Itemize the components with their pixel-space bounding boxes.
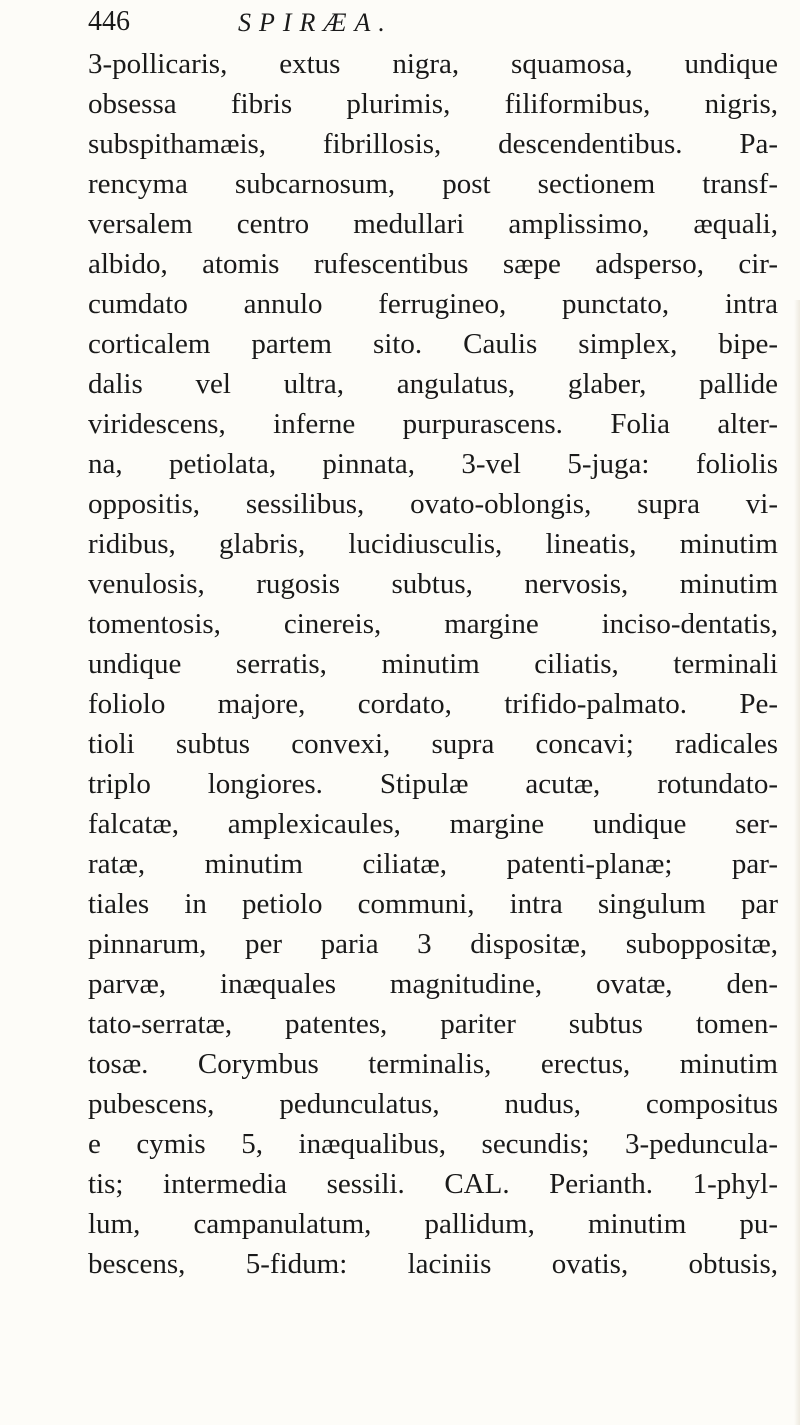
text-line: albido, atomis rufescentibus sæpe adsperso, cir- <box>88 248 778 280</box>
text-line: cumdato annulo ferrugineo, punctato, intra <box>88 288 778 320</box>
text-line: viridescens, inferne purpurascens. Folia alter- <box>88 408 778 440</box>
text-line: rencyma subcarnosum, post sectionem transf- <box>88 168 778 200</box>
text-line: 3-pollicaris, extus nigra, squamosa, undique <box>88 48 778 80</box>
text-line: pinnarum, per paria 3 dispositæ, suboppositæ, <box>88 928 778 960</box>
text-line: falcatæ, amplexicaules, margine undique ser- <box>88 808 778 840</box>
text-line: triplo longiores. Stipulæ acutæ, rotundato- <box>88 768 778 800</box>
text-body <box>88 44 778 1284</box>
text-line: pubescens, pedunculatus, nudus, compositus <box>88 1088 778 1120</box>
text-line: lum, campanulatum, pallidum, minutim pu- <box>88 1208 778 1240</box>
text-line: tato-serratæ, patentes, pariter subtus tomen- <box>88 1008 778 1040</box>
text-line: tis; intermedia sessili. CAL. Perianth. 1-phyl- <box>88 1168 778 1200</box>
text-line: foliolo majore, cordato, trifido-palmato. Pe- <box>88 688 778 720</box>
text-line: bescens, 5-fidum: laciniis ovatis, obtusis, <box>88 1248 778 1280</box>
text-line: tioli subtus convexi, supra concavi; radicales <box>88 728 778 760</box>
text-line: undique serratis, minutim ciliatis, terminali <box>88 648 778 680</box>
text-line: oppositis, sessilibus, ovato-oblongis, supra vi- <box>88 488 778 520</box>
text-line: ridibus, glabris, lucidiusculis, lineatis, minutim <box>88 528 778 560</box>
text-line: versalem centro medullari amplissimo, æquali, <box>88 208 778 240</box>
text-line: tosæ. Corymbus terminalis, erectus, minutim <box>88 1048 778 1080</box>
text-line: ratæ, minutim ciliatæ, patenti-planæ; par- <box>88 848 778 880</box>
text-line: e cymis 5, inæqualibus, secundis; 3-peduncula- <box>88 1128 778 1160</box>
text-line: tiales in petiolo communi, intra singulum par <box>88 888 778 920</box>
page-header <box>88 4 768 44</box>
text-line: parvæ, inæquales magnitudine, ovatæ, den- <box>88 968 778 1000</box>
page-edge-shadow <box>794 300 800 1425</box>
running-title: SPIRÆA. <box>238 8 393 37</box>
text-line: venulosis, rugosis subtus, nervosis, minutim <box>88 568 778 600</box>
text-line: na, petiolata, pinnata, 3-vel 5-juga: foliolis <box>88 448 778 480</box>
text-line: corticalem partem sito. Caulis simplex, bipe- <box>88 328 778 360</box>
text-line: dalis vel ultra, angulatus, glaber, pallide <box>88 368 778 400</box>
text-line: subspithamæis, fibrillosis, descendentibus. Pa- <box>88 128 778 160</box>
text-line: obsessa fibris plurimis, filiformibus, nigris, <box>88 88 778 120</box>
page-number: 446 <box>88 6 130 37</box>
text-line: tomentosis, cinereis, margine inciso-dentatis, <box>88 608 778 640</box>
